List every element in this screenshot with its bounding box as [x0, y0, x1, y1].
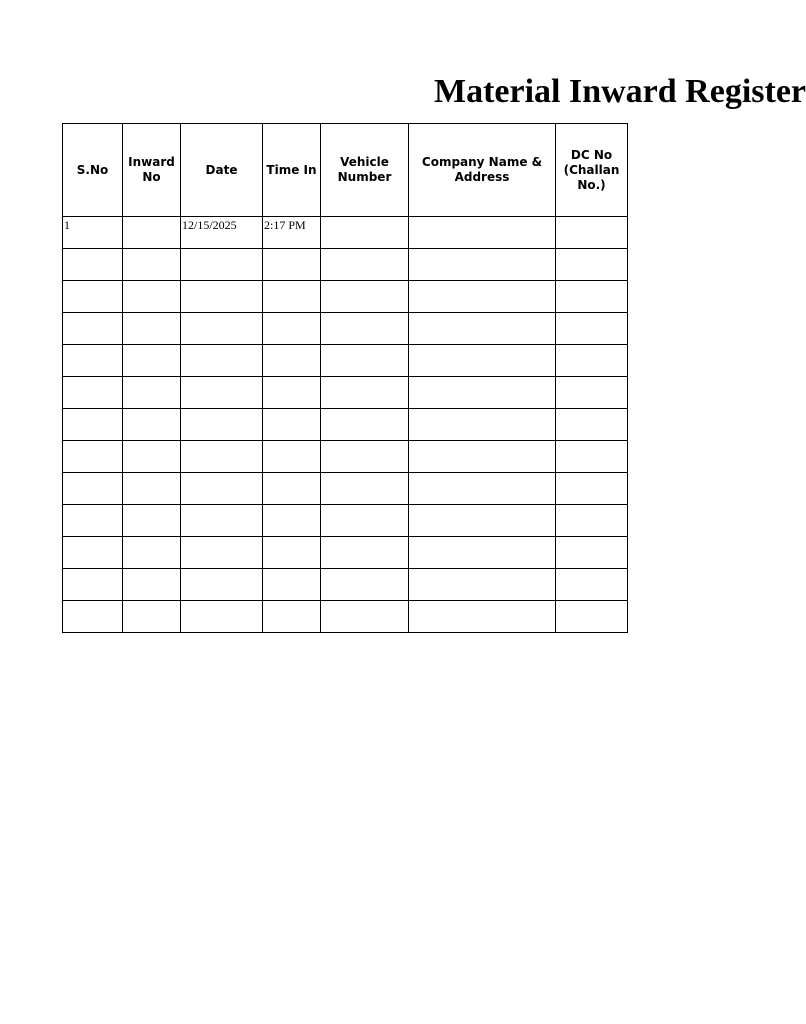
cell-sno[interactable]: [63, 249, 123, 281]
cell-inward-no[interactable]: [123, 441, 181, 473]
cell-dc-no[interactable]: [556, 569, 628, 601]
header-row: [63, 124, 628, 217]
cell-company-name-address[interactable]: [409, 601, 556, 633]
cell-time-in[interactable]: [263, 409, 321, 441]
cell-vehicle-number[interactable]: [321, 441, 409, 473]
cell-company-name-address[interactable]: [409, 473, 556, 505]
cell-vehicle-number[interactable]: [321, 281, 409, 313]
cell-inward-no[interactable]: [123, 601, 181, 633]
cell-inward-no[interactable]: [123, 473, 181, 505]
cell-sno[interactable]: [63, 377, 123, 409]
header-vehicle-number: Vehicle Number: [321, 124, 409, 217]
cell-company-name-address[interactable]: [409, 441, 556, 473]
table-row: [63, 217, 628, 249]
cell-vehicle-number[interactable]: [321, 473, 409, 505]
cell-company-name-address[interactable]: [409, 537, 556, 569]
cell-time-in[interactable]: [263, 537, 321, 569]
cell-sno[interactable]: [63, 409, 123, 441]
cell-company-name-address[interactable]: [409, 569, 556, 601]
header-company-name-address: Company Name & Address: [409, 124, 556, 217]
cell-dc-no[interactable]: [556, 377, 628, 409]
cell-company-name-address[interactable]: [409, 409, 556, 441]
cell-date[interactable]: [181, 537, 263, 569]
table-row: [63, 441, 628, 473]
cell-date[interactable]: [181, 313, 263, 345]
cell-time-in[interactable]: [263, 601, 321, 633]
cell-date[interactable]: [181, 249, 263, 281]
header-date: Date: [181, 124, 263, 217]
table-row: [63, 569, 628, 601]
cell-company-name-address[interactable]: [409, 217, 556, 249]
cell-company-name-address[interactable]: [409, 505, 556, 537]
table-row: [63, 409, 628, 441]
cell-vehicle-number[interactable]: [321, 569, 409, 601]
cell-vehicle-number[interactable]: [321, 601, 409, 633]
cell-sno[interactable]: [63, 537, 123, 569]
cell-time-in[interactable]: [263, 441, 321, 473]
cell-time-in[interactable]: [263, 505, 321, 537]
cell-time-in[interactable]: [263, 313, 321, 345]
cell-dc-no[interactable]: [556, 473, 628, 505]
cell-date[interactable]: [181, 441, 263, 473]
header-time-in: Time In: [263, 124, 321, 217]
table-row: [63, 505, 628, 537]
cell-date[interactable]: [181, 409, 263, 441]
cell-date[interactable]: [181, 377, 263, 409]
cell-dc-no[interactable]: [556, 441, 628, 473]
cell-inward-no[interactable]: [123, 377, 181, 409]
cell-time-in[interactable]: [263, 377, 321, 409]
cell-company-name-address[interactable]: [409, 249, 556, 281]
cell-dc-no[interactable]: [556, 409, 628, 441]
cell-inward-no[interactable]: [123, 249, 181, 281]
cell-date[interactable]: [181, 345, 263, 377]
header-inward-no: Inward No: [123, 124, 181, 217]
cell-dc-no[interactable]: [556, 313, 628, 345]
cell-sno[interactable]: [63, 345, 123, 377]
table-row: [63, 313, 628, 345]
cell-time-in[interactable]: [263, 473, 321, 505]
cell-sno[interactable]: [63, 601, 123, 633]
cell-inward-no[interactable]: [123, 345, 181, 377]
table-row: [63, 377, 628, 409]
header-sno: S.No: [63, 124, 123, 217]
cell-sno[interactable]: 1: [63, 217, 123, 249]
cell-company-name-address[interactable]: [409, 345, 556, 377]
cell-time-in[interactable]: [263, 249, 321, 281]
table-row: [63, 537, 628, 569]
table-body: [63, 217, 628, 633]
cell-date[interactable]: 12/15/2025: [181, 217, 263, 249]
table-row: [63, 281, 628, 313]
cell-company-name-address[interactable]: [409, 281, 556, 313]
cell-vehicle-number[interactable]: [321, 249, 409, 281]
cell-date[interactable]: [181, 601, 263, 633]
table-row: [63, 473, 628, 505]
cell-vehicle-number[interactable]: [321, 409, 409, 441]
cell-vehicle-number[interactable]: [321, 345, 409, 377]
cell-time-in[interactable]: [263, 345, 321, 377]
register-table: [62, 123, 628, 633]
cell-company-name-address[interactable]: [409, 377, 556, 409]
table-row: [63, 345, 628, 377]
cell-vehicle-number[interactable]: [321, 217, 409, 249]
cell-sno[interactable]: [63, 313, 123, 345]
cell-dc-no[interactable]: [556, 345, 628, 377]
page-title: Material Inward Register: [434, 73, 806, 110]
cell-sno[interactable]: [63, 505, 123, 537]
cell-dc-no[interactable]: [556, 281, 628, 313]
cell-dc-no[interactable]: [556, 217, 628, 249]
cell-vehicle-number[interactable]: [321, 537, 409, 569]
cell-inward-no[interactable]: [123, 217, 181, 249]
cell-dc-no[interactable]: [556, 505, 628, 537]
cell-date[interactable]: [181, 281, 263, 313]
table-row: [63, 601, 628, 633]
title-clip: [0, 0, 806, 120]
cell-dc-no[interactable]: [556, 249, 628, 281]
cell-inward-no[interactable]: [123, 537, 181, 569]
cell-sno[interactable]: [63, 281, 123, 313]
cell-date[interactable]: [181, 569, 263, 601]
cell-vehicle-number[interactable]: [321, 505, 409, 537]
cell-dc-no[interactable]: [556, 537, 628, 569]
cell-inward-no[interactable]: [123, 505, 181, 537]
cell-time-in[interactable]: [263, 281, 321, 313]
cell-inward-no[interactable]: [123, 313, 181, 345]
cell-sno[interactable]: [63, 473, 123, 505]
cell-time-in[interactable]: 2:17 PM: [263, 217, 321, 249]
cell-company-name-address[interactable]: [409, 313, 556, 345]
table-row: [63, 249, 628, 281]
cell-inward-no[interactable]: [123, 569, 181, 601]
cell-sno[interactable]: [63, 441, 123, 473]
cell-date[interactable]: [181, 505, 263, 537]
cell-sno[interactable]: [63, 569, 123, 601]
cell-inward-no[interactable]: [123, 409, 181, 441]
cell-time-in[interactable]: [263, 569, 321, 601]
cell-inward-no[interactable]: [123, 281, 181, 313]
cell-date[interactable]: [181, 473, 263, 505]
cell-vehicle-number[interactable]: [321, 313, 409, 345]
cell-vehicle-number[interactable]: [321, 377, 409, 409]
cell-dc-no[interactable]: [556, 601, 628, 633]
header-dc-no: DC No (Challan No.): [556, 124, 628, 217]
